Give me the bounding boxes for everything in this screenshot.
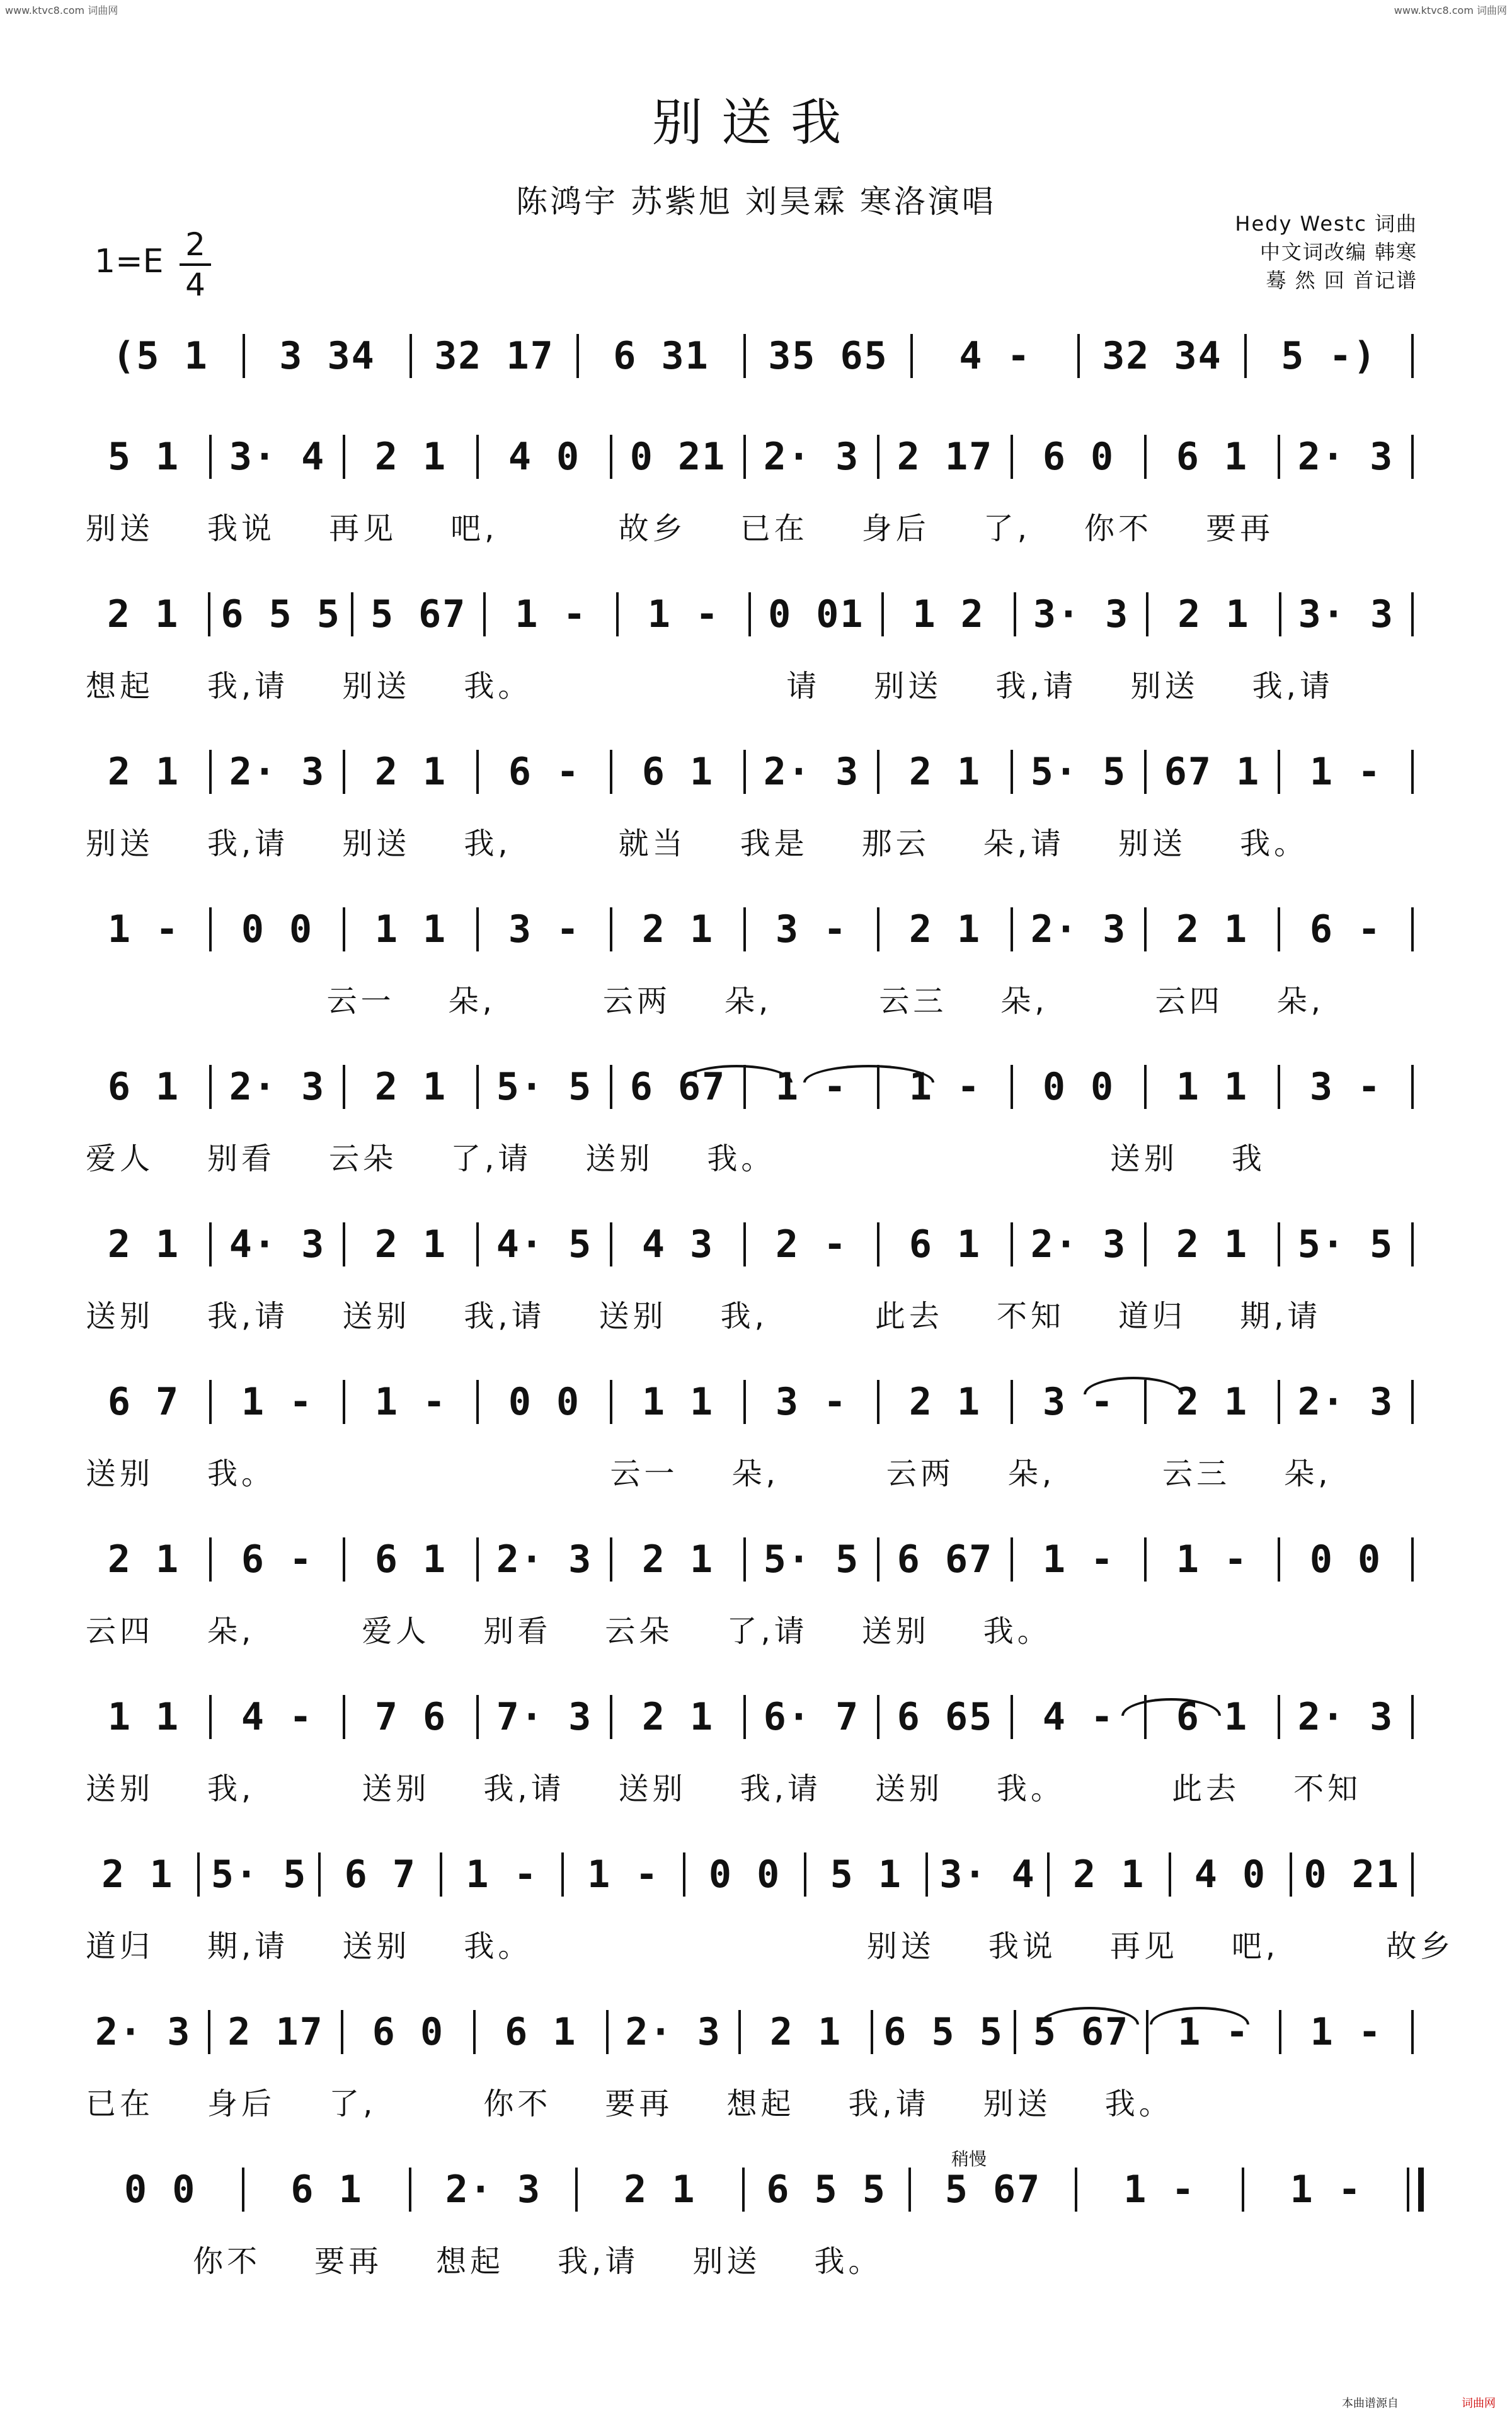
measure: 4 - [241,1695,314,1739]
measure: 2· 3 [763,750,860,794]
measure: 6 1 [641,750,714,794]
measure: 3 - [508,907,581,951]
footer-logo: 词曲网 [1462,2397,1496,2410]
measure: 5 1 [107,435,180,479]
lyrics-line: 爱人 别看 云朵 了,请 送别 我。 送别 我 [86,1141,1266,1176]
measure: 0 0 [1042,1065,1115,1109]
barline [877,1222,879,1266]
measure: 5· 5 [210,1852,307,1897]
measure: 1 1 [641,1380,714,1424]
barline [610,435,612,479]
measure: 5 67 [944,2168,1041,2212]
measure: 2 1 [1177,592,1250,636]
barline [1411,2010,1414,2054]
lyrics-line: 别送 我,请 别送 我, 就当 我是 那云 朵,请 别送 我。 [86,826,1309,861]
barline [440,1852,442,1897]
measure: 1 1 [374,907,447,951]
barline [1278,1537,1280,1582]
lyrics-line: 送别 我。 云一 朵, 云两 朵, 云三 朵, [86,1456,1332,1491]
barline [343,435,345,479]
measure: 5· 5 [1297,1222,1394,1266]
measure: 3 - [1042,1380,1115,1424]
barline [1011,750,1013,794]
measure: 6 5 5 [766,2168,886,2212]
measure: 2· 3 [625,2010,721,2054]
measure: 3 - [775,907,848,951]
barline [738,2010,741,2054]
barline [1011,1065,1013,1109]
barline [1011,907,1013,951]
barline [743,750,746,794]
measure: 6 1 [107,1065,180,1109]
credit-adapt: 中文词改编 韩寒 [1259,240,1418,264]
barline [1411,1695,1414,1739]
measure: 1 - [466,1852,538,1897]
measure: 3 - [1309,1065,1382,1109]
notation-line [88,1537,1424,1582]
measure: 0 0 [124,2168,197,2212]
barline [476,1380,479,1424]
measure: 2 1 [1176,1380,1249,1424]
barline [1411,750,1414,794]
measure: 6 - [1309,907,1382,951]
measure: 1 - [374,1380,447,1424]
barline [561,1852,564,1897]
notation-line [88,435,1424,479]
measure: 2· 3 [763,435,860,479]
measure: 0 0 [508,1380,581,1424]
measure: 6 1 [374,1537,447,1582]
notation-line [88,334,1424,378]
barline [575,2168,578,2212]
lyrics-line: 你不 要再 想起 我,请 别送 我。 [86,2244,883,2279]
barline [208,592,210,636]
lyrics-line: 送别 我, 送别 我,请 送别 我,请 送别 我。 此去 不知 [86,1771,1362,1806]
measure: 3· 3 [1298,592,1395,636]
measure: 4 - [1042,1695,1115,1739]
credit-lyrics: Hedy Westc 词曲 [1235,212,1418,236]
lyrics-line: 云四 朵, 爱人 别看 云朵 了,请 送别 我。 [86,1614,1051,1649]
barline [1011,435,1013,479]
measure: 6 67 [629,1065,726,1109]
barline [743,1695,746,1739]
barline [1144,1222,1147,1266]
barline [476,1065,479,1109]
barline [1411,1380,1414,1424]
notation-line [88,1695,1424,1739]
time-signature-top: 2 [185,226,205,263]
barline [743,1380,746,1424]
measure: 2 1 [1176,907,1249,951]
measure: 6 - [508,750,581,794]
measure: 4 3 [641,1222,714,1266]
barline [1278,750,1280,794]
barline [209,1380,212,1424]
measure: 5 67 [370,592,467,636]
barline [748,592,751,636]
barline [683,1852,685,1897]
barline [410,334,412,378]
measure: 2 1 [374,1065,447,1109]
measure: 2· 3 [229,1065,326,1109]
barline [209,750,212,794]
measure: 5 1 [830,1852,902,1897]
measure: 2 1 [107,1222,180,1266]
barline [1278,1695,1280,1739]
barline [1146,2010,1148,2054]
measure: 7 6 [374,1695,447,1739]
barline [1014,2010,1016,2054]
barline [610,1537,612,1582]
barline [1144,1537,1147,1582]
notation-line [88,2168,1424,2212]
measure: 0 01 [768,592,864,636]
measure: 6 0 [1042,435,1115,479]
barline [1411,1537,1414,1582]
notation-line [88,750,1424,794]
measure: 1 2 [912,592,985,636]
barline [343,1695,345,1739]
barline [197,1852,200,1897]
notation-line [88,1852,1424,1897]
measure: 1 - [1176,1537,1249,1582]
measure: 6 5 5 [220,592,341,636]
barline [610,1222,612,1266]
measure: 2 1 [769,2010,842,2054]
barline [209,1537,212,1582]
barline [610,1695,612,1739]
barline [343,1537,345,1582]
measure: 5· 5 [1030,750,1127,794]
barline [341,2010,343,2054]
measure: 1 - [775,1065,848,1109]
measure: 3· 3 [1033,592,1130,636]
barline [743,907,746,951]
barline [476,750,479,794]
time-signature-bottom: 4 [185,267,205,303]
barline [743,1222,746,1266]
lyrics-line: 送别 我,请 送别 我,请 送别 我, 此去 不知 道归 期,请 [86,1299,1322,1334]
barline [1279,2010,1281,2054]
measure: 6 0 [372,2010,445,2054]
measure: 6 1 [290,2168,363,2212]
measure: 2 1 [374,750,447,794]
measure: 2· 3 [94,2010,192,2054]
measure: 2 1 [1176,1222,1249,1266]
barline [1242,2168,1244,2212]
barline [877,1380,879,1424]
measure: 2 1 [641,907,714,951]
measure: 1 - [515,592,587,636]
measure: 1 - [587,1852,660,1897]
barline [1278,907,1280,951]
measure: 6 - [241,1537,314,1582]
barline [1411,592,1414,636]
barline [742,2168,745,2212]
barline [1077,334,1080,378]
measure: 3· 4 [229,435,326,479]
barline [208,2010,210,2054]
barline [877,1695,879,1739]
barline [476,1222,479,1266]
measure: 6 31 [613,334,709,378]
barline [877,750,879,794]
lyrics-line: 想起 我,请 别送 我。 请 别送 我,请 别送 我,请 [86,669,1334,704]
barline [1144,1065,1147,1109]
barline [610,1065,612,1109]
measure: 1 - [107,907,180,951]
barline [1278,1380,1280,1424]
measure: 5· 5 [496,1065,593,1109]
barline [1075,2168,1077,2212]
measure: 5· 5 [763,1537,860,1582]
measure: 2· 3 [496,1537,593,1582]
measure: 6 1 [505,2010,577,2054]
key-signature: 1=E [94,243,164,280]
barline [606,2010,609,2054]
barline [242,2168,244,2212]
barline [473,2010,476,2054]
measure: 4· 3 [229,1222,326,1266]
measure: 0 0 [1309,1537,1382,1582]
measure: 2 1 [641,1537,714,1582]
barline [1144,907,1147,951]
measure: 7· 3 [496,1695,593,1739]
lyrics-line: 别送 我说 再见 吧, 故乡 已在 身后 了, 你不 要再 [86,511,1274,546]
singers: 陈鸿宇 苏紫旭 刘昊霖 寒洛演唱 [516,183,996,220]
measure: 2· 3 [1297,1380,1394,1424]
measure: 2· 3 [229,750,326,794]
footer-source: 本曲谱源自 [1342,2397,1399,2410]
barline [1169,1852,1171,1897]
measure: 2 1 [1073,1852,1145,1897]
barline [1014,592,1016,636]
notation-line [88,592,1424,636]
barline [209,435,212,479]
measure: 0 0 [708,1852,781,1897]
measure: 1 1 [107,1695,180,1739]
barline [877,1537,879,1582]
measure: 2 1 [908,750,982,794]
measure: 4 - [959,334,1031,378]
barline [343,907,345,951]
barline [1011,1695,1013,1739]
notation-line [88,907,1424,951]
measure: 1 - [1290,2168,1362,2212]
measure: 6 1 [908,1222,982,1266]
barline [209,1222,212,1266]
measure: 1 - [1123,2168,1196,2212]
measure: 2· 3 [1297,435,1394,479]
barline [610,1380,612,1424]
site-watermark-right: www.ktvc8.com 词曲网 [1394,4,1507,16]
barline [925,1852,928,1897]
measure: 3 34 [279,334,375,378]
measure: 1 - [1309,750,1382,794]
measure: 0 0 [241,907,314,951]
barline [1278,1065,1280,1109]
barline [743,1537,746,1582]
measure: 35 65 [768,334,888,378]
barline [351,592,353,636]
barline [209,1065,212,1109]
measure: 2 1 [374,435,447,479]
barline [1411,907,1414,951]
measure: 0 21 [629,435,726,479]
barline [1411,1852,1414,1897]
measure: 5 67 [1033,2010,1130,2054]
barline [1407,2168,1424,2212]
measure: 6 7 [344,1852,417,1897]
measure: 6· 7 [763,1695,860,1739]
site-watermark-left: www.ktvc8.com 词曲网 [5,4,118,16]
measure: (5 1 [112,334,209,378]
lyrics-line: 道归 期,请 送别 我。 别送 我说 再见 吧, 故乡 [86,1929,1455,1964]
barline [1011,1380,1013,1424]
measure: 2· 3 [1297,1695,1394,1739]
barline [610,907,612,951]
barline [409,2168,411,2212]
measure: 2 1 [107,1537,180,1582]
measure: 67 1 [1164,750,1261,794]
measure: 4· 5 [496,1222,593,1266]
time-signature [180,227,211,302]
measure: 6 1 [1176,435,1249,479]
barline [1146,592,1148,636]
barline [1411,435,1414,479]
notation-line [88,1380,1424,1424]
barline [343,1222,345,1266]
measure: 1 - [1310,2010,1382,2054]
song-title: 别送我 [652,93,860,152]
barline [476,1537,479,1582]
barline [1011,1222,1013,1266]
barline [1411,334,1414,378]
barline [1047,1852,1050,1897]
lyrics-line: 已在 身后 了, 你不 要再 想起 我,请 别送 我。 [86,2086,1173,2122]
barline [476,435,479,479]
measure: 1 - [1042,1537,1115,1582]
measure: 2· 3 [1030,907,1127,951]
barline [743,435,746,479]
measure: 2· 3 [1030,1222,1127,1266]
barline [343,1065,345,1109]
barline [343,1380,345,1424]
barline [881,592,884,636]
measure: 1 - [1177,2010,1250,2054]
lyrics-line: 云一 朵, 云两 朵, 云三 朵, 云四 朵, [86,984,1324,1019]
measure: 1 1 [1176,1065,1249,1109]
measure: 6 65 [896,1695,994,1739]
measure: 32 34 [1102,334,1222,378]
barline [476,1695,479,1739]
barline [576,334,579,378]
measure: 2 1 [374,1222,447,1266]
barline [209,907,212,951]
barline [616,592,619,636]
barline [1144,750,1147,794]
measure: 2 1 [107,592,180,636]
barline [910,334,913,378]
barline [610,750,612,794]
barline [1290,1852,1292,1897]
time-signature-divider [180,263,211,266]
measure: 2 1 [908,1380,982,1424]
measure: 4 0 [508,435,581,479]
measure: 3 - [775,1380,848,1424]
tempo-mark: 稍慢 [951,2149,987,2169]
barline [871,2010,873,2054]
barline [1278,435,1280,479]
barline [1278,1222,1280,1266]
barline [343,750,345,794]
barline [743,334,746,378]
measure: 2 1 [908,907,982,951]
measure: 2 17 [227,2010,324,2054]
measure: 6 7 [107,1380,180,1424]
measure: 2 1 [641,1695,714,1739]
barline [1411,1222,1414,1266]
measure: 1 - [241,1380,314,1424]
barline [877,907,879,951]
barline [476,907,479,951]
measure: 0 21 [1303,1852,1400,1897]
barline [483,592,486,636]
measure: 2 1 [107,750,180,794]
barline [318,1852,321,1897]
barline [1244,334,1247,378]
measure: 6 5 5 [883,2010,1004,2054]
barline [877,435,879,479]
barline [804,1852,806,1897]
notation-line [88,1222,1424,1266]
barline [1011,1537,1013,1582]
measure: 2 1 [101,1852,174,1897]
measure: 6 67 [896,1537,994,1582]
barline [1411,1065,1414,1109]
measure: 3· 4 [939,1852,1036,1897]
barline [243,334,245,378]
measure: 32 17 [434,334,554,378]
barline [1144,435,1147,479]
barline [209,1695,212,1739]
measure: 2 17 [896,435,994,479]
measure: 6 1 [1176,1695,1249,1739]
measure: 1 - [908,1065,982,1109]
measure: 1 - [647,592,720,636]
measure: 4 0 [1194,1852,1267,1897]
measure: 5 -) [1281,334,1377,378]
barline [1279,592,1281,636]
measure: 2 1 [624,2168,696,2212]
measure: 2 - [775,1222,848,1266]
credit-transcribe: 蓦 然 回 首记谱 [1266,268,1418,292]
barline [908,2168,911,2212]
measure: 2· 3 [445,2168,542,2212]
